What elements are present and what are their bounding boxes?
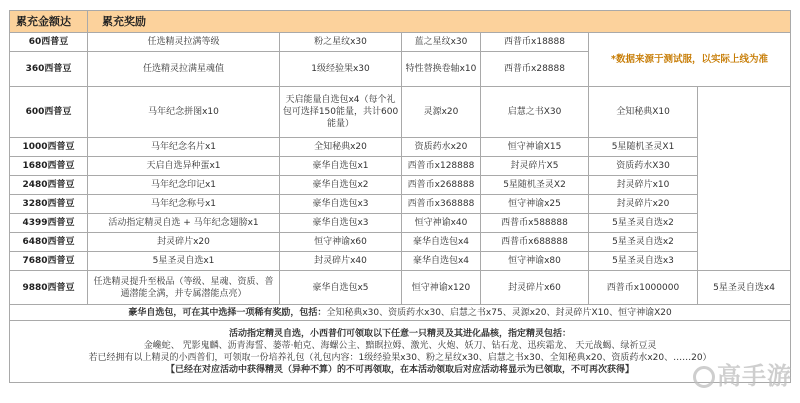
table-row (10, 252, 791, 271)
reward-cell: 5星随机圣灵X2 (481, 176, 589, 195)
reward-cell: 资质药水x20 (402, 138, 481, 157)
reward-cell: 豪华自选包x4 (402, 233, 481, 252)
header-amount: 累充金额达 (10, 11, 88, 33)
reward-cell: 任选精灵提升至极品（等级、星魂、资质、普通潜能全满，并专属潜能点亮） (88, 271, 280, 305)
reward-cell: 封灵碎片x10 (589, 176, 698, 195)
reward-cell: 资质药水X30 (589, 157, 698, 176)
table-row (10, 138, 791, 157)
activity-row (10, 321, 791, 383)
luxury-pack-items: 全知秘典x30、资质药水x30、启慧之书x75、灵源x20、封灵碎片X10、恒守神谕X20 (326, 307, 672, 318)
reward-cell: 恒守神谕x40 (402, 214, 481, 233)
header-row (10, 11, 791, 33)
reward-cell: 西普币x1000000 (589, 271, 698, 305)
reward-cell: 豪华自选包x5 (280, 271, 402, 305)
table-row (10, 214, 791, 233)
recharge-reward-table (9, 10, 791, 383)
watermark-text: 高手游 (717, 362, 792, 390)
activity-note (10, 321, 791, 383)
watermark-circle-icon (693, 366, 715, 388)
reward-cell: 西普币x28888 (481, 52, 589, 87)
reward-cell: 5星圣灵自选x2 (589, 214, 698, 233)
reward-cell: 豪华自选包x1 (280, 157, 402, 176)
reward-cell: 灵源x20 (402, 87, 481, 138)
reward-cell: 恒守神谕x120 (402, 271, 481, 305)
reward-cell: 活动指定精灵自选 + 马年纪念翅膀x1 (88, 214, 280, 233)
watermark-logo (693, 356, 792, 391)
table-row (10, 87, 791, 138)
reward-cell: 封灵碎片x20 (589, 195, 698, 214)
amount-cell: 360西普豆 (10, 52, 88, 87)
reward-cell: 5星圣灵自选x4 (698, 271, 791, 305)
reward-cell: 5星圣灵自选x2 (589, 233, 698, 252)
activity-title: 活动指定精灵自选，小西普们可领取以下任意一只精灵及其进化晶核，指定精灵包括： (229, 328, 572, 339)
luxury-pack-row (10, 305, 791, 321)
reward-cell: 封灵碎片x60 (481, 271, 589, 305)
amount-cell: 3280西普豆 (10, 195, 88, 214)
amount-cell: 1000西普豆 (10, 138, 88, 157)
reward-cell: 封灵碎片x40 (280, 252, 402, 271)
reward-cell: 马年纪念印记x1 (88, 176, 280, 195)
reward-cell: 西普币x588888 (481, 214, 589, 233)
reward-cell: 任选精灵拉满等级 (88, 33, 280, 52)
reward-cell: 5星随机圣灵X1 (589, 138, 698, 157)
reward-cell: 天启自选异种蛋x1 (88, 157, 280, 176)
luxury-pack-note (10, 305, 791, 321)
reward-cell: 豪华自选包x3 (280, 214, 402, 233)
activity-gift: 若已经拥有以上精灵的小西普们，可领取一份培养礼包（礼包内容：1级经验果x30、粉之星纹x30、启慧之书x30、全知秘典x20、资质药水x20、……20） (88, 352, 712, 363)
reward-cell: 天启能量自选包x4（每个礼包可选择150能量，共计600能量） (280, 87, 402, 138)
reward-cell: 恒守神谕x60 (280, 233, 402, 252)
reward-cell: 恒守神谕x80 (481, 252, 589, 271)
reward-cell: 恒守神谕X15 (481, 138, 589, 157)
reward-cell: 西普币x18888 (481, 33, 589, 52)
amount-cell: 9880西普豆 (10, 271, 88, 305)
amount-cell: 6480西普豆 (10, 233, 88, 252)
table-row (10, 157, 791, 176)
amount-cell: 1680西普豆 (10, 157, 88, 176)
reward-cell: 豪华自选包x4 (402, 252, 481, 271)
amount-cell: 600西普豆 (10, 87, 88, 138)
activity-spirits: 金巉蛇、 咒影鬼麟、沥青海誓、蒌蒂·帕克、海螺公主、黯瞑拉姆、激光、火炮、妖刀、钻石龙、迅疾霜龙、 天元战蝎、绿祈豆灵 (143, 340, 657, 351)
table-row (10, 233, 791, 252)
header-rewards: 累充奖励 (88, 11, 791, 33)
reward-cell: 马年纪念拼图x10 (88, 87, 280, 138)
table-row (10, 176, 791, 195)
table-row (10, 33, 791, 52)
activity-warning: 【已经在对应活动中获得精灵（异种不算）的不可再领取，在本活动领取后对应活动将显示为已领取，不可再次获得】 (166, 364, 635, 375)
data-source-note: *数据来源于测试服，以实际上线为准 (589, 33, 791, 87)
reward-cell: 西普币x268888 (402, 176, 481, 195)
reward-cell: 特性替换卷轴x10 (402, 52, 481, 87)
amount-cell: 7680西普豆 (10, 252, 88, 271)
amount-cell: 4399西普豆 (10, 214, 88, 233)
reward-cell: 豪华自选包x3 (280, 195, 402, 214)
table-row (10, 195, 791, 214)
empty-cell (698, 87, 791, 271)
amount-cell: 60西普豆 (10, 33, 88, 52)
reward-cell: 粉之星纹x30 (280, 33, 402, 52)
reward-cell: 西普币x128888 (402, 157, 481, 176)
reward-cell: 任选精灵拉满星魂值 (88, 52, 280, 87)
table-row (10, 271, 791, 305)
reward-cell: 5星圣灵自选x1 (88, 252, 280, 271)
luxury-pack-title: 豪华自选包，可在其中选择一项稀有奖励，包括： (128, 307, 327, 318)
reward-cell: 恒守神谕x25 (481, 195, 589, 214)
reward-cell: 5星圣灵自选x3 (589, 252, 698, 271)
reward-cell: 马年纪念名片x1 (88, 138, 280, 157)
reward-cell: 西普币x688888 (481, 233, 589, 252)
reward-cell: 封灵碎片X5 (481, 157, 589, 176)
amount-cell: 2480西普豆 (10, 176, 88, 195)
reward-cell: 马年纪念称号x1 (88, 195, 280, 214)
reward-cell: 启慧之书X30 (481, 87, 589, 138)
reward-cell: 蓝之星纹x30 (402, 33, 481, 52)
reward-cell: 1级经验果x30 (280, 52, 402, 87)
reward-cell: 豪华自选包x2 (280, 176, 402, 195)
reward-cell: 全知秘典x20 (280, 138, 402, 157)
reward-cell: 全知秘典X10 (589, 87, 698, 138)
reward-cell: 西普币x368888 (402, 195, 481, 214)
reward-cell: 封灵碎片x20 (88, 233, 280, 252)
